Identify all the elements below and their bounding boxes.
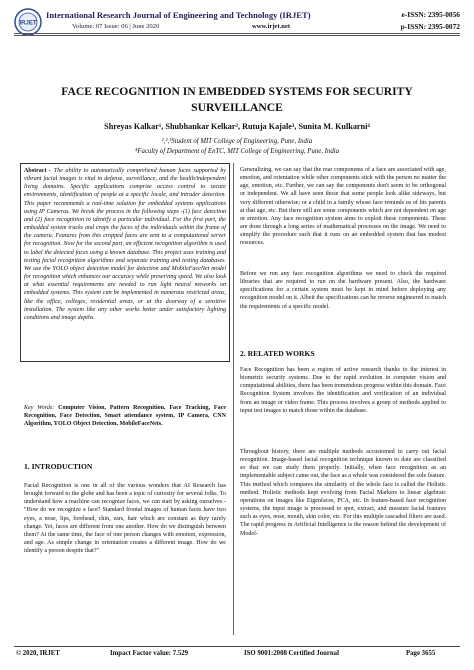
irjet-logo — [14, 8, 42, 36]
intro-heading: 1. INTRODUCTION — [24, 462, 93, 471]
affiliation-2: ⁴Faculty of Department of EnTC, MIT College of Engineering, Pune, India — [134, 148, 340, 155]
paper-title: FACE RECOGNITION IN EMBEDDED SYSTEMS FOR SECURITY SURVEILLANCE — [61, 85, 413, 114]
abstract — [24, 167, 226, 322]
journal-website[interactable]: www.irjet.net — [252, 23, 291, 30]
intro-continued: Generalizing, we can say that the rear components of a face are associated with age, emotion, and orientation while other components stick with the person no matter the age, emotion, etc. Further, we can say the components don't seem to be orthogonal or independent. We all have seen those that some people look alike sideways, but very different otherwise; or a child in a family whose face reminds us of his parents at that age, etc. But there still are some components which are not dependent on age or emotion. Any face recognition system aims to exploit these components. These are done through a long series of mathematical processes on the image. We need to simplify the procedure such that it runs on an embedded system that has modest resources. — [240, 167, 446, 247]
volume-issue: Volume: 07 Issue: 06 | June 2020 — [72, 23, 160, 30]
keywords-label: Key Words: — [24, 405, 55, 411]
footer-copyright: © 2020, IRJET — [16, 650, 60, 657]
keywords-text: Computer Vision, Pattern Recognition, Face Tracking, Face Recognition, Face Detection, Smart attendance system, IP Camera, CNN Algorithm, YOLO Object Detection, MobileFaceNets. — [24, 405, 227, 428]
related-works-heading: 2. RELATED WORKS — [240, 349, 315, 358]
abstract-text: The ability to automatically comprehend human faces supported by vibrant facial images is vital in defense, surveillance, and the health/independent living domains. Specific applications comprise access control to secure environments, identification of people at a specific locale, and intruder detection. This paper recommends a real-time solution for embedded systems applications using IP Cameras. We break the process in the following steps -(1) face detection and (2) face recognition to identify a particular individual. For the first part, the embedded system tracks and crops the faces of the individuals within the frame of the camera. Features from this cropped faces are sent to a computational server for recognition. Now for the second part, an efficient recognition algorithm is used to label the detected faces using a known database. This project uses training and testing facial recognition algorithms and separate training and testing databases. We use the YOLO object detection model for detection and MobileFaceNet model for recognition which enhances our accuracy while preserving speed. We also look at what essential requirements are needed to run light neural networks on embedded systems. This system can be implemented in numerous restricted areas, like the office, colleges, residential areas, or at the doorway of a sensitive installation. The system like any other works better under satisfactory lighting conditions and image depths. — [24, 168, 226, 321]
footer-impact-factor: Impact Factor value: 7.529 — [110, 650, 189, 657]
footer-iso: ISO 9001:2008 Certified Journal — [244, 650, 339, 657]
column-divider — [233, 163, 234, 635]
svg-text:IRJET: IRJET — [19, 20, 37, 27]
author-list: Shreyas Kalkar¹, Shubhankar Kelkar², Rutuja Kajale³, Sunita M. Kulkarni⁴ — [104, 122, 370, 131]
intro-hardware-paragraph: Before we run any face recognition algorithms we need to check the required libraries that are required to run on the hardware present. Also, the hardware specifications for a certain system must be kept in mind before deploying any recognition model on it. Albeit the specifications can be reverse engineered to match the requirements of a specific model. — [240, 271, 446, 310]
journal-title: International Research Journal of Engineering and Technology (IRJET) — [46, 10, 311, 20]
footer-page-number: Page 3655 — [406, 650, 436, 657]
intro-text: Facial Recognition is one in all of the various wonders that AI Research has brought forward to the globe and has been a topic of curiosity for several folks. To understand how a machine can recognize faces, we can start by asking ourselves - "How do we recognize a face? Standard frontal images of human faces have two eyes, a nose, lips, forehead, chin, ears, hair which are constant as they rarely change. Yet, faces are different from one another. How do we distinguish between them? At the same time, the face of one person changes with emotion, expression, and age. As simple change in orientation creates a different image. How do we identify a person despite that?" — [24, 483, 226, 555]
related-works-para-1: Face Recognition has been a region of active research thanks to the interest in biometric security systems. Due to the rapid evolution in computer vision and computational abilities, there has been tremendous progress within this domain. Face Recognition System involves the identification and verification of an individual from an image or video frame. This process involves a group of methods applied to input test images to match those within the database. — [240, 367, 446, 414]
affiliation-1: ¹,²,³Student of MIT College of Engineering, Pune, India — [161, 138, 313, 145]
header-rule — [14, 33, 460, 34]
keywords — [24, 404, 226, 428]
abstract-label: Abstract - — [24, 168, 52, 174]
eissn: e-ISSN: 2395-0056 — [401, 10, 460, 19]
related-works-para-2: Throughout history, there are multiple methods accustomed to carry out facial recognition. Image-based facial recognition technique known to date are classified so that we can study them properly. Initially, when face recognition as an implementable subject came out, the face as a whole was considered the sole feature. This method which compares the similarity of the whole face is called the Holistic method. Holistic methods kept evolving from Facial Markers to linear algebraic operations on images like Eigenfaces, PCA, etc. In feature-based face recognition systems, the input image is processed to spot, extract, and measure facial features such as eyes, nose, mouth, skin color, etc. For this multiple cascaded filters are used. The rapid progress in Artificial Intelligence is the reason behind the development of Model- — [240, 449, 446, 537]
pissn: p-ISSN: 2395-0072 — [400, 22, 460, 31]
header-rule-thin — [14, 35, 460, 36]
footer-rule — [14, 646, 460, 647]
